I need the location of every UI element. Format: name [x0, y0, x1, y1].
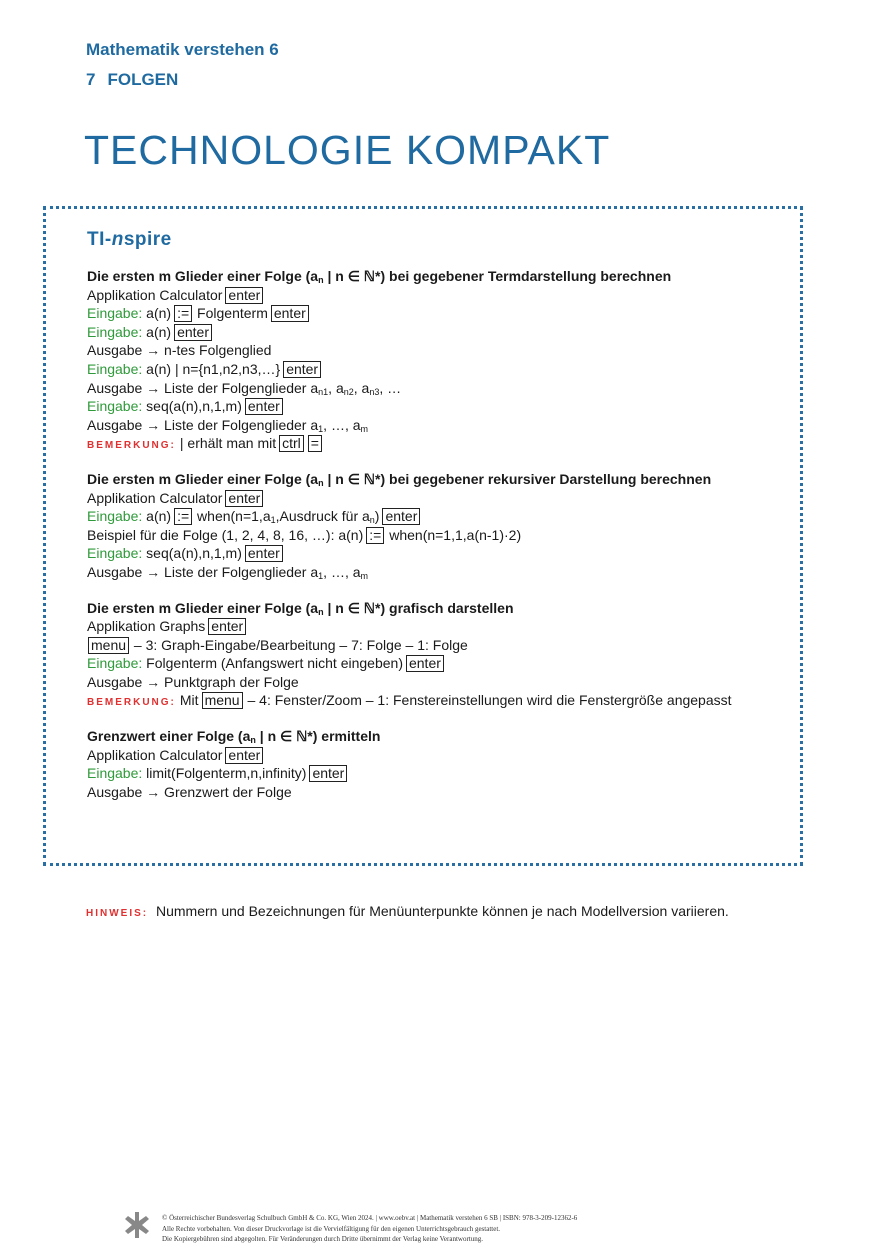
enter-key: enter [225, 287, 263, 304]
section-recursive [87, 470, 787, 582]
section-heading: Die ersten m Glieder einer Folge ($a_n$ | n ∈ ℕ*) bei gegebener Termdarstellung berechnen [87, 268, 672, 285]
enter-key: enter [225, 747, 263, 764]
output-line: Ausgabe → Liste der Folgenglieder $a_1$, …, $a_m$ [87, 563, 369, 581]
enter-key: enter [271, 305, 309, 322]
menu-key: menu [88, 637, 129, 654]
enter-key: enter [309, 765, 347, 782]
equals-key: = [308, 435, 322, 452]
input-line: Eingabe: seq(a(n),n,1,m) enter [87, 544, 787, 563]
output-line: Ausgabe → Liste der Folgenglieder $a_{n1}$, $a_{n2}$, $a_{n3}$, … [87, 379, 402, 397]
copyright-footer: © Österreichischer Bundesverlag Schulbuch GmbH & Co. KG, Wien 2024. | www.oebv.at | Mathematik verstehen 6 SB | ISBN: 978-3-209-12362-6 Alle Rechte vorbehalten. Von dieser Druckvorlage ist die Vervielfältigung für den eigenen Unterrichtsgebrauch gestattet. Die Kopiergebühren sind abgegolten. Für Veränderungen durch Dritte übernimmt der Verlag keine Verantwortung. [162, 1214, 578, 1243]
example-line: Beispiel für die Folge (1, 2, 4, 8, 16, …): a(n) := when(n=1,1,a(n-1)·2) [87, 526, 522, 543]
section-heading: Grenzwert einer Folge ($a_n$ | n ∈ ℕ*) ermitteln [87, 728, 381, 746]
chapter-title: FOLGEN [107, 70, 179, 89]
input-line: Eingabe: a(n) := $when(n=1,a_1,Ausdruck$ für $a_n$) enter [87, 507, 787, 526]
step-line: Applikation Calculator enter [87, 746, 787, 765]
section-limit [87, 727, 787, 801]
note-line: BEMERKUNG: | erhält man mit ctrl = [87, 434, 787, 453]
step-line: Applikation Calculator enter [87, 489, 787, 508]
enter-key: enter [225, 490, 263, 507]
chapter-heading [86, 70, 178, 90]
hint-label: HINWEIS: [86, 908, 149, 919]
note-label: BEMERKUNG: [87, 697, 176, 709]
section-term [87, 267, 787, 453]
assign-key: := [174, 305, 192, 322]
input-line: Eingabe: a(n) := Folgenterm enter [87, 304, 787, 323]
brand-title: TI-nspire [87, 229, 172, 250]
page-title: TECHNOLOGIE KOMPAKT [84, 127, 611, 173]
output-line: Ausgabe → Punktgraph der Folge [87, 673, 299, 690]
book-title: Mathematik verstehen 6 [86, 40, 279, 59]
chapter-number: 7 [86, 70, 96, 89]
section-graph [87, 599, 787, 711]
assign-key: := [174, 508, 192, 525]
technology-box [43, 206, 803, 866]
enter-key: enter [208, 618, 246, 635]
enter-key: enter [174, 324, 212, 341]
step-line: Applikation Graphs enter [87, 617, 787, 636]
menu-path-line: menu – 3: Graph-Eingabe/Bearbeitung – 7: Folge – 1: Folge [87, 636, 787, 655]
ctrl-key: ctrl [279, 435, 304, 452]
output-line: Ausgabe → Liste der Folgenglieder $a_1$, …, $a_m$ [87, 416, 369, 434]
output-line: Ausgabe → n-tes Folgenglied [87, 342, 272, 359]
menu-key: menu [202, 692, 243, 709]
enter-key: enter [283, 361, 321, 378]
hint-note [86, 903, 729, 919]
note-line: BEMERKUNG: Mit menu – 4: Fenster/Zoom – 1: Fenstereinstellungen wird die Fenstergröße angepasst [87, 692, 732, 709]
enter-key: enter [245, 545, 283, 562]
enter-key: enter [382, 508, 420, 525]
input-line: Eingabe: limit(Folgenterm,n,infinity) enter [87, 764, 787, 783]
enter-key: enter [245, 398, 283, 415]
input-line: Eingabe: a(n) | n={n1,n2,n3,…} enter [87, 360, 787, 379]
publisher-logo-icon [124, 1212, 150, 1238]
step-line: Applikation Calculator enter [87, 286, 787, 305]
box-content [87, 267, 787, 818]
output-line: Ausgabe → Grenzwert der Folge [87, 783, 292, 800]
enter-key: enter [406, 655, 444, 672]
hint-text: Nummern und Bezeichnungen für Menüunterpunkte können je nach Modellversion variieren. [156, 903, 729, 919]
section-heading: Die ersten m Glieder einer Folge ($a_n$ | n ∈ ℕ*) grafisch darstellen [87, 599, 514, 617]
input-line: Eingabe: a(n) enter [87, 323, 787, 342]
input-line: Eingabe: seq(a(n),n,1,m) enter [87, 397, 787, 416]
note-label: BEMERKUNG: [87, 440, 176, 452]
section-heading: Die ersten m Glieder einer Folge ($a_n$ | n ∈ ℕ*) bei gegebener rekursiver Darstellung berechnen [87, 470, 712, 488]
input-line: Eingabe: Folgenterm (Anfangswert nicht eingeben) enter [87, 654, 787, 673]
assign-key: := [366, 527, 384, 544]
